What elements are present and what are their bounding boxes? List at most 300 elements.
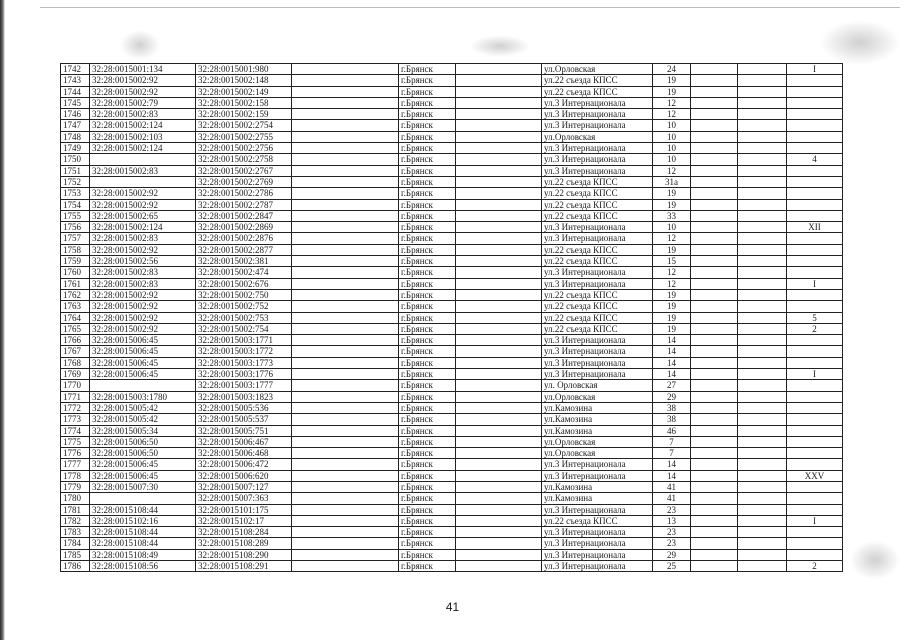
house-number-cell: 10	[653, 143, 691, 154]
empty-column-cell	[456, 323, 542, 334]
empty-column-cell	[456, 64, 542, 75]
empty-column-cell	[738, 267, 787, 278]
cadastral-number-cell: 32:28:0015002:2756	[196, 143, 292, 154]
empty-column-cell	[292, 504, 399, 515]
note-cell	[787, 481, 843, 492]
note-cell	[787, 448, 843, 459]
cadastral-number-cell: 32:28:0015002:754	[196, 323, 292, 334]
city-cell: г.Брянск	[399, 267, 456, 278]
street-cell: ул.3 Интернационала	[542, 335, 653, 346]
empty-column-cell	[292, 301, 399, 312]
parent-cadastral-number-cell: 32:28:0015002:124	[90, 143, 196, 154]
empty-column-cell	[691, 527, 738, 538]
note-cell	[787, 357, 843, 368]
city-cell: г.Брянск	[399, 222, 456, 233]
cadastral-number-cell: 32:28:0015003:1777	[196, 380, 292, 391]
parent-cadastral-number-cell: 32:28:0015002:83	[90, 233, 196, 244]
note-cell	[787, 289, 843, 300]
table-row	[61, 369, 843, 380]
house-number-cell: 14	[653, 346, 691, 357]
empty-column-cell	[292, 527, 399, 538]
table-row	[61, 561, 843, 572]
empty-column-cell	[691, 210, 738, 221]
house-number-cell: 10	[653, 120, 691, 131]
table-row	[61, 86, 843, 97]
street-cell: ул.22 съезда КПСС	[542, 323, 653, 334]
cadastral-number-cell: 32:28:0015002:2767	[196, 165, 292, 176]
house-number-cell: 19	[653, 244, 691, 255]
row-number-cell: 1771	[61, 391, 90, 402]
parent-cadastral-number-cell: 32:28:0015002:92	[90, 312, 196, 323]
row-number-cell: 1750	[61, 154, 90, 165]
parent-cadastral-number-cell: 32:28:0015002:56	[90, 256, 196, 267]
scan-smudge	[850, 540, 900, 580]
parent-cadastral-number-cell: 32:28:0015002:92	[90, 323, 196, 334]
street-cell: ул.3 Интернационала	[542, 561, 653, 572]
empty-column-cell	[456, 244, 542, 255]
empty-column-cell	[456, 538, 542, 549]
street-cell: ул.Камозина	[542, 425, 653, 436]
note-cell	[787, 504, 843, 515]
empty-column-cell	[691, 459, 738, 470]
empty-column-cell	[292, 312, 399, 323]
table-row	[61, 504, 843, 515]
row-number-cell: 1780	[61, 493, 90, 504]
row-number-cell: 1746	[61, 109, 90, 120]
empty-column-cell	[456, 210, 542, 221]
empty-column-cell	[292, 448, 399, 459]
cadastral-number-cell: 32:28:0015003:1771	[196, 335, 292, 346]
city-cell: г.Брянск	[399, 369, 456, 380]
table-row	[61, 459, 843, 470]
row-number-cell: 1754	[61, 199, 90, 210]
empty-column-cell	[292, 369, 399, 380]
note-cell	[787, 131, 843, 142]
empty-column-cell	[456, 391, 542, 402]
empty-column-cell	[292, 120, 399, 131]
note-cell	[787, 120, 843, 131]
house-number-cell: 19	[653, 199, 691, 210]
note-cell	[787, 267, 843, 278]
street-cell: ул.Камозина	[542, 402, 653, 413]
empty-column-cell	[292, 425, 399, 436]
empty-column-cell	[738, 64, 787, 75]
empty-column-cell	[292, 335, 399, 346]
row-number-cell: 1772	[61, 402, 90, 413]
note-cell	[787, 143, 843, 154]
house-number-cell: 14	[653, 459, 691, 470]
empty-column-cell	[456, 256, 542, 267]
note-cell	[787, 256, 843, 267]
cadastral-number-cell: 32:28:0015002:2786	[196, 188, 292, 199]
street-cell: ул.22 съезда КПСС	[542, 188, 653, 199]
note-cell	[787, 493, 843, 504]
cadastral-number-cell: 32:28:0015002:2754	[196, 120, 292, 131]
cadastral-number-cell: 32:28:0015007:363	[196, 493, 292, 504]
empty-column-cell	[691, 402, 738, 413]
empty-column-cell	[456, 289, 542, 300]
city-cell: г.Брянск	[399, 335, 456, 346]
parent-cadastral-number-cell: 32:28:0015002:83	[90, 165, 196, 176]
empty-column-cell	[456, 436, 542, 447]
row-number-cell: 1758	[61, 244, 90, 255]
cadastral-number-cell: 32:28:0015003:1773	[196, 357, 292, 368]
note-cell	[787, 527, 843, 538]
empty-column-cell	[691, 64, 738, 75]
empty-column-cell	[292, 538, 399, 549]
street-cell: ул. Орловская	[542, 380, 653, 391]
house-number-cell: 25	[653, 561, 691, 572]
city-cell: г.Брянск	[399, 515, 456, 526]
empty-column-cell	[456, 86, 542, 97]
empty-column-cell	[292, 199, 399, 210]
empty-column-cell	[738, 199, 787, 210]
parent-cadastral-number-cell	[90, 176, 196, 187]
empty-column-cell	[456, 357, 542, 368]
empty-column-cell	[292, 414, 399, 425]
cadastral-number-cell: 32:28:0015002:159	[196, 109, 292, 120]
parent-cadastral-number-cell: 32:28:0015002:92	[90, 199, 196, 210]
empty-column-cell	[738, 549, 787, 560]
empty-column-cell	[691, 176, 738, 187]
row-number-cell: 1759	[61, 256, 90, 267]
house-number-cell: 19	[653, 86, 691, 97]
cadastral-number-cell: 32:28:0015002:148	[196, 75, 292, 86]
street-cell: ул.22 съезда КПСС	[542, 75, 653, 86]
empty-column-cell	[738, 323, 787, 334]
street-cell: ул.3 Интернационала	[542, 109, 653, 120]
empty-column-cell	[738, 481, 787, 492]
empty-column-cell	[691, 222, 738, 233]
note-cell: 4	[787, 154, 843, 165]
cadastral-number-cell: 32:28:0015002:381	[196, 256, 292, 267]
empty-column-cell	[456, 301, 542, 312]
row-number-cell: 1773	[61, 414, 90, 425]
house-number-cell: 14	[653, 369, 691, 380]
empty-column-cell	[292, 233, 399, 244]
empty-column-cell	[691, 346, 738, 357]
parent-cadastral-number-cell: 32:28:0015002:65	[90, 210, 196, 221]
street-cell: ул.3 Интернационала	[542, 165, 653, 176]
parent-cadastral-number-cell: 32:28:0015108:44	[90, 538, 196, 549]
note-cell	[787, 109, 843, 120]
note-cell: I	[787, 278, 843, 289]
cadastral-number-cell: 32:28:0015007:127	[196, 481, 292, 492]
empty-column-cell	[292, 75, 399, 86]
empty-column-cell	[456, 515, 542, 526]
city-cell: г.Брянск	[399, 210, 456, 221]
street-cell: ул.3 Интернационала	[542, 470, 653, 481]
city-cell: г.Брянск	[399, 414, 456, 425]
note-cell: XII	[787, 222, 843, 233]
table-row	[61, 165, 843, 176]
row-number-cell: 1755	[61, 210, 90, 221]
table-row	[61, 414, 843, 425]
row-number-cell: 1751	[61, 165, 90, 176]
city-cell: г.Брянск	[399, 357, 456, 368]
empty-column-cell	[738, 176, 787, 187]
empty-column-cell	[738, 425, 787, 436]
empty-column-cell	[691, 143, 738, 154]
row-number-cell: 1782	[61, 515, 90, 526]
house-number-cell: 10	[653, 222, 691, 233]
empty-column-cell	[292, 64, 399, 75]
city-cell: г.Брянск	[399, 244, 456, 255]
parent-cadastral-number-cell: 32:28:0015005:34	[90, 425, 196, 436]
city-cell: г.Брянск	[399, 436, 456, 447]
street-cell: ул.3 Интернационала	[542, 527, 653, 538]
row-number-cell: 1763	[61, 301, 90, 312]
street-cell: ул.3 Интернационала	[542, 267, 653, 278]
city-cell: г.Брянск	[399, 64, 456, 75]
city-cell: г.Брянск	[399, 312, 456, 323]
empty-column-cell	[691, 75, 738, 86]
empty-column-cell	[738, 109, 787, 120]
street-cell: ул.Орловская	[542, 436, 653, 447]
note-cell	[787, 538, 843, 549]
parent-cadastral-number-cell: 32:28:0015108:44	[90, 504, 196, 515]
house-number-cell: 12	[653, 165, 691, 176]
city-cell: г.Брянск	[399, 143, 456, 154]
scan-smudge	[820, 20, 900, 65]
empty-column-cell	[691, 256, 738, 267]
house-number-cell: 7	[653, 436, 691, 447]
city-cell: г.Брянск	[399, 154, 456, 165]
note-cell	[787, 176, 843, 187]
house-number-cell: 7	[653, 448, 691, 459]
house-number-cell: 12	[653, 278, 691, 289]
table-row	[61, 391, 843, 402]
note-cell	[787, 380, 843, 391]
cadastral-number-cell: 32:28:0015002:158	[196, 97, 292, 108]
empty-column-cell	[292, 323, 399, 334]
empty-column-cell	[456, 267, 542, 278]
empty-column-cell	[292, 391, 399, 402]
empty-column-cell	[738, 335, 787, 346]
empty-column-cell	[456, 278, 542, 289]
city-cell: г.Брянск	[399, 176, 456, 187]
parent-cadastral-number-cell: 32:28:0015003:1780	[90, 391, 196, 402]
city-cell: г.Брянск	[399, 188, 456, 199]
note-cell	[787, 459, 843, 470]
empty-column-cell	[456, 109, 542, 120]
empty-column-cell	[738, 256, 787, 267]
empty-column-cell	[691, 120, 738, 131]
empty-column-cell	[292, 210, 399, 221]
row-number-cell: 1764	[61, 312, 90, 323]
city-cell: г.Брянск	[399, 165, 456, 176]
empty-column-cell	[691, 199, 738, 210]
empty-column-cell	[292, 244, 399, 255]
street-cell: ул.3 Интернационала	[542, 459, 653, 470]
house-number-cell: 29	[653, 549, 691, 560]
city-cell: г.Брянск	[399, 199, 456, 210]
empty-column-cell	[456, 165, 542, 176]
scan-top-line	[40, 7, 900, 8]
empty-column-cell	[691, 312, 738, 323]
street-cell: ул.3 Интернационала	[542, 278, 653, 289]
note-cell	[787, 391, 843, 402]
parent-cadastral-number-cell: 32:28:0015006:45	[90, 357, 196, 368]
empty-column-cell	[292, 97, 399, 108]
empty-column-cell	[738, 436, 787, 447]
table-row	[61, 323, 843, 334]
table-row	[61, 470, 843, 481]
note-cell	[787, 346, 843, 357]
city-cell: г.Брянск	[399, 527, 456, 538]
empty-column-cell	[456, 233, 542, 244]
table-row	[61, 346, 843, 357]
note-cell: 2	[787, 323, 843, 334]
city-cell: г.Брянск	[399, 470, 456, 481]
cadastral-number-cell: 32:28:0015108:290	[196, 549, 292, 560]
table-row	[61, 267, 843, 278]
empty-column-cell	[738, 312, 787, 323]
parent-cadastral-number-cell: 32:28:0015108:49	[90, 549, 196, 560]
note-cell: I	[787, 515, 843, 526]
parent-cadastral-number-cell: 32:28:0015006:45	[90, 346, 196, 357]
empty-column-cell	[292, 380, 399, 391]
empty-column-cell	[456, 154, 542, 165]
house-number-cell: 23	[653, 538, 691, 549]
parent-cadastral-number-cell	[90, 493, 196, 504]
house-number-cell: 23	[653, 527, 691, 538]
empty-column-cell	[456, 527, 542, 538]
parent-cadastral-number-cell: 32:28:0015002:92	[90, 188, 196, 199]
table-row	[61, 154, 843, 165]
empty-column-cell	[738, 188, 787, 199]
parent-cadastral-number-cell: 32:28:0015102:16	[90, 515, 196, 526]
street-cell: ул.22 съезда КПСС	[542, 515, 653, 526]
note-cell	[787, 335, 843, 346]
table-row	[61, 527, 843, 538]
note-cell	[787, 549, 843, 560]
house-number-cell: 19	[653, 75, 691, 86]
note-cell	[787, 97, 843, 108]
cadastral-number-cell: 32:28:0015002:2877	[196, 244, 292, 255]
house-number-cell: 12	[653, 97, 691, 108]
empty-column-cell	[292, 188, 399, 199]
row-number-cell: 1749	[61, 143, 90, 154]
table-row	[61, 538, 843, 549]
empty-column-cell	[456, 199, 542, 210]
table-row	[61, 402, 843, 413]
street-cell: ул.Орловская	[542, 131, 653, 142]
street-cell: ул.Орловская	[542, 391, 653, 402]
street-cell: ул.3 Интернационала	[542, 346, 653, 357]
cadastral-number-cell: 32:28:0015108:284	[196, 527, 292, 538]
note-cell: 2	[787, 561, 843, 572]
house-number-cell: 33	[653, 210, 691, 221]
table-row	[61, 481, 843, 492]
empty-column-cell	[292, 289, 399, 300]
parent-cadastral-number-cell	[90, 154, 196, 165]
empty-column-cell	[691, 470, 738, 481]
table-row	[61, 448, 843, 459]
house-number-cell: 14	[653, 470, 691, 481]
parent-cadastral-number-cell	[90, 380, 196, 391]
house-number-cell: 12	[653, 109, 691, 120]
row-number-cell: 1760	[61, 267, 90, 278]
parent-cadastral-number-cell: 32:28:0015002:83	[90, 267, 196, 278]
empty-column-cell	[691, 504, 738, 515]
street-cell: ул.3 Интернационала	[542, 538, 653, 549]
parent-cadastral-number-cell: 32:28:0015006:50	[90, 448, 196, 459]
empty-column-cell	[292, 131, 399, 142]
empty-column-cell	[738, 233, 787, 244]
parent-cadastral-number-cell: 32:28:0015002:103	[90, 131, 196, 142]
row-number-cell: 1766	[61, 335, 90, 346]
note-cell	[787, 210, 843, 221]
city-cell: г.Брянск	[399, 278, 456, 289]
row-number-cell: 1776	[61, 448, 90, 459]
house-number-cell: 12	[653, 233, 691, 244]
house-number-cell: 12	[653, 267, 691, 278]
empty-column-cell	[691, 154, 738, 165]
cadastral-number-cell: 32:28:0015006:472	[196, 459, 292, 470]
scan-edge-shadow	[0, 0, 5, 640]
table-row	[61, 143, 843, 154]
empty-column-cell	[738, 380, 787, 391]
empty-column-cell	[691, 357, 738, 368]
row-number-cell: 1744	[61, 86, 90, 97]
cadastral-number-cell: 32:28:0015108:291	[196, 561, 292, 572]
empty-column-cell	[738, 278, 787, 289]
house-number-cell: 29	[653, 391, 691, 402]
empty-column-cell	[738, 493, 787, 504]
row-number-cell: 1748	[61, 131, 90, 142]
empty-column-cell	[738, 120, 787, 131]
parent-cadastral-number-cell: 32:28:0015006:45	[90, 459, 196, 470]
house-number-cell: 14	[653, 357, 691, 368]
street-cell: ул.Орловская	[542, 448, 653, 459]
empty-column-cell	[691, 188, 738, 199]
empty-column-cell	[691, 289, 738, 300]
empty-column-cell	[691, 380, 738, 391]
table-row	[61, 210, 843, 221]
note-cell	[787, 301, 843, 312]
parent-cadastral-number-cell: 32:28:0015002:83	[90, 109, 196, 120]
parent-cadastral-number-cell: 32:28:0015002:79	[90, 97, 196, 108]
table-row	[61, 199, 843, 210]
empty-column-cell	[456, 120, 542, 131]
city-cell: г.Брянск	[399, 425, 456, 436]
house-number-cell: 19	[653, 312, 691, 323]
empty-column-cell	[456, 380, 542, 391]
cadastral-number-cell: 32:28:0015108:289	[196, 538, 292, 549]
house-number-cell: 15	[653, 256, 691, 267]
cadastral-number-cell: 32:28:0015002:676	[196, 278, 292, 289]
empty-column-cell	[292, 549, 399, 560]
cadastral-number-cell: 32:28:0015002:2755	[196, 131, 292, 142]
table-row	[61, 301, 843, 312]
empty-column-cell	[738, 515, 787, 526]
empty-column-cell	[292, 402, 399, 413]
cadastral-number-cell: 32:28:0015006:468	[196, 448, 292, 459]
empty-column-cell	[456, 335, 542, 346]
empty-column-cell	[456, 549, 542, 560]
note-cell: XXV	[787, 470, 843, 481]
house-number-cell: 38	[653, 402, 691, 413]
empty-column-cell	[738, 289, 787, 300]
empty-column-cell	[691, 97, 738, 108]
table-row	[61, 357, 843, 368]
empty-column-cell	[738, 538, 787, 549]
cadastral-number-cell: 32:28:0015002:474	[196, 267, 292, 278]
city-cell: г.Брянск	[399, 459, 456, 470]
row-number-cell: 1778	[61, 470, 90, 481]
empty-column-cell	[292, 86, 399, 97]
